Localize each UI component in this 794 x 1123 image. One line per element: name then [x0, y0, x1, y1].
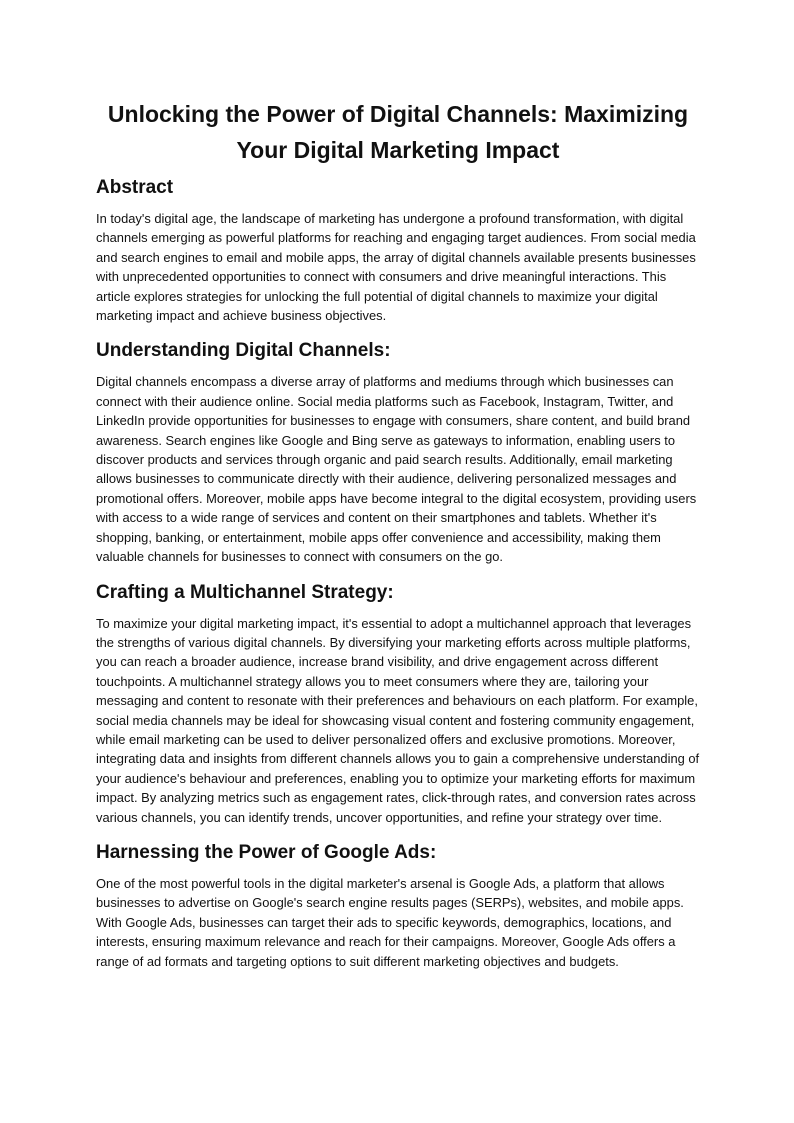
section-heading-understanding-digital-channels: Understanding Digital Channels:	[96, 340, 391, 362]
section-body-multichannel-strategy: To maximize your digital marketing impact, it's essential to adopt a multichannel approach that leverages the strengths of various digital channels. By diversifying your marketing efforts across multiple platforms, you can reach a broader audience, increase brand visibility, and drive engagement across different touchpoints. A multichannel strategy allows you to meet consumers where they are, tailoring your messaging and content to resonate with their preferences and behaviours on each platform. For example, social media channels may be ideal for showcasing visual content and fostering community engagement, while email marketing can be used to deliver personalized offers and exclusive promotions. Moreover, integrating data and insights from different channels allows you to gain a comprehensive understanding of your audience's behaviour and preferences, enabling you to optimize your marketing efforts for maximum impact. By analyzing metrics such as engagement rates, click-through rates, and conversion rates across various channels, you can identify trends, uncover opportunities, and refine your strategy over time.	[96, 615, 700, 825]
section-heading-google-ads: Harnessing the Power of Google Ads:	[96, 841, 437, 863]
section-google-ads	[96, 840, 700, 971]
section-understanding-digital-channels	[96, 338, 700, 566]
section-body-google-ads: One of the most powerful tools in the digital marketer's arsenal is Google Ads, a platform that allows businesses to advertise on Google's search engine results pages (SERPs), websites, and mobile apps. With Google Ads, businesses can target their ads to specific keywords, demographics, locations, and interests, ensuring maximum relevance and reach for their campaigns. Moreover, Google Ads offers a range of ad formats and targeting options to suit different marketing objectives and budgets.	[96, 875, 684, 969]
document-page	[96, 96, 700, 971]
section-body-abstract: In today's digital age, the landscape of marketing has undergone a profound transformation, with digital channels emerging as powerful platforms for reaching and engaging target audiences. From social media and search engines to email and mobile apps, the array of digital channels available presents businesses with unprecedented opportunities to connect with consumers and drive meaningful interactions. This article explores strategies for unlocking the full potential of digital channels to maximize your digital marketing impact and achieve business objectives.	[96, 211, 696, 324]
document-title: Unlocking the Power of Digital Channels: Maximizing Your Digital Marketing Impact	[107, 101, 689, 163]
section-heading-multichannel-strategy: Crafting a Multichannel Strategy:	[96, 581, 394, 603]
section-multichannel-strategy	[96, 580, 700, 827]
section-body-understanding-digital-channels: Digital channels encompass a diverse array of platforms and mediums through which businesses can connect with their audience online. Social media platforms such as Facebook, Instagram, Twitter, and LinkedIn provide opportunities for businesses to engage with consumers, share content, and build brand awareness. Search engines like Google and Bing serve as gateways to information, enabling users to discover products and services through organic and paid search results. Additionally, email marketing allows businesses to communicate directly with their audience, delivering personalized messages and promotional offers. Moreover, mobile apps have become integral to the digital ecosystem, providing users with access to a wide range of services and content on their smartphones and tablets. Whether it's shopping, banking, or entertainment, mobile apps offer convenience and accessibility, making them valuable channels for businesses to connect with consumers on the go.	[96, 374, 697, 565]
section-heading-abstract: Abstract	[96, 177, 174, 198]
section-abstract	[96, 175, 700, 325]
